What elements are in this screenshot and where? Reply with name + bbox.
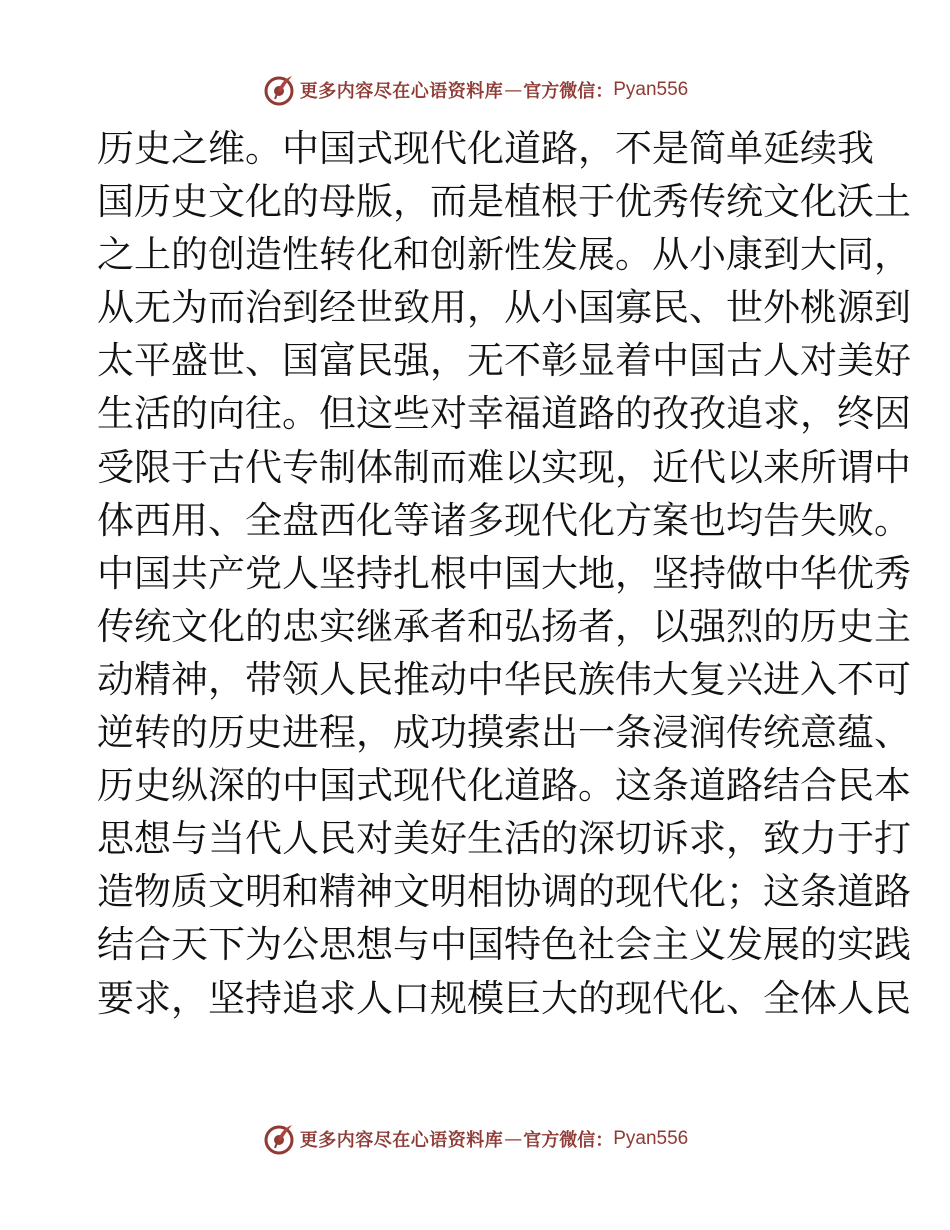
header-banner-text: 更多内容尽在心语资料库	[299, 81, 504, 102]
text-line: 之上的创造性转化和创新性发展。从小康到大同，	[97, 233, 911, 277]
text-line: 生活的向往。但这些对幸福道路的孜孜追求，终因	[97, 392, 911, 436]
text-line: 太平盛世、国富民强，无不彰显着中国古人对美好	[97, 339, 911, 383]
footer-banner-dash: —	[504, 1128, 523, 1150]
footer-banner-text: 更多内容尽在心语资料库	[299, 1130, 504, 1151]
header-banner-content	[262, 73, 689, 107]
text-line: 造物质文明和精神文明相协调的现代化；这条道路	[97, 870, 911, 914]
footer-banner-content	[262, 1122, 689, 1156]
text-line: 受限于古代专制体制而难以实现，近代以来所谓中	[97, 445, 911, 489]
text-line: 要求，坚持追求人口规模巨大的现代化、全体人民	[97, 976, 911, 1020]
text-line: 历史之维。中国式现代化道路，不是简单延续我	[97, 127, 874, 170]
text-line: 历史纵深的中国式现代化道路。这条道路结合民本	[97, 764, 911, 808]
footer-banner	[0, 1121, 950, 1157]
text-line: 国历史文化的母版，而是植根于优秀传统文化沃土	[97, 180, 911, 224]
text-line: 结合天下为公思想与中国特色社会主义发展的实践	[97, 923, 911, 967]
header-banner-id: Pyan556	[613, 79, 689, 100]
text-line: 动精神，带领人民推动中华民族伟大复兴进入不可	[97, 657, 911, 701]
text-line: 中国共产党人坚持扎根中国大地，坚持做中华优秀	[97, 551, 911, 595]
header-banner-dash: —	[504, 79, 523, 101]
footer-banner-label: 官方微信：	[523, 1130, 614, 1151]
header-banner	[0, 72, 950, 108]
text-line: 逆转的历史进程，成功摸索出一条浸润传统意蕴、	[97, 711, 911, 755]
header-banner-label: 官方微信：	[523, 81, 614, 102]
text-line: 思想与当代人民对美好生活的深切诉求，致力于打	[97, 817, 911, 861]
text-line: 传统文化的忠实继承者和弘扬者，以强烈的历史主	[97, 604, 911, 648]
body-text	[97, 122, 911, 1025]
quill-logo-icon	[262, 73, 296, 107]
quill-logo-icon	[262, 1122, 296, 1156]
footer-banner-id: Pyan556	[613, 1128, 689, 1149]
text-line: 体西用、全盘西化等诸多现代化方案也均告失败。	[97, 498, 911, 542]
text-line: 从无为而治到经世致用，从小国寡民、世外桃源到	[97, 286, 911, 330]
